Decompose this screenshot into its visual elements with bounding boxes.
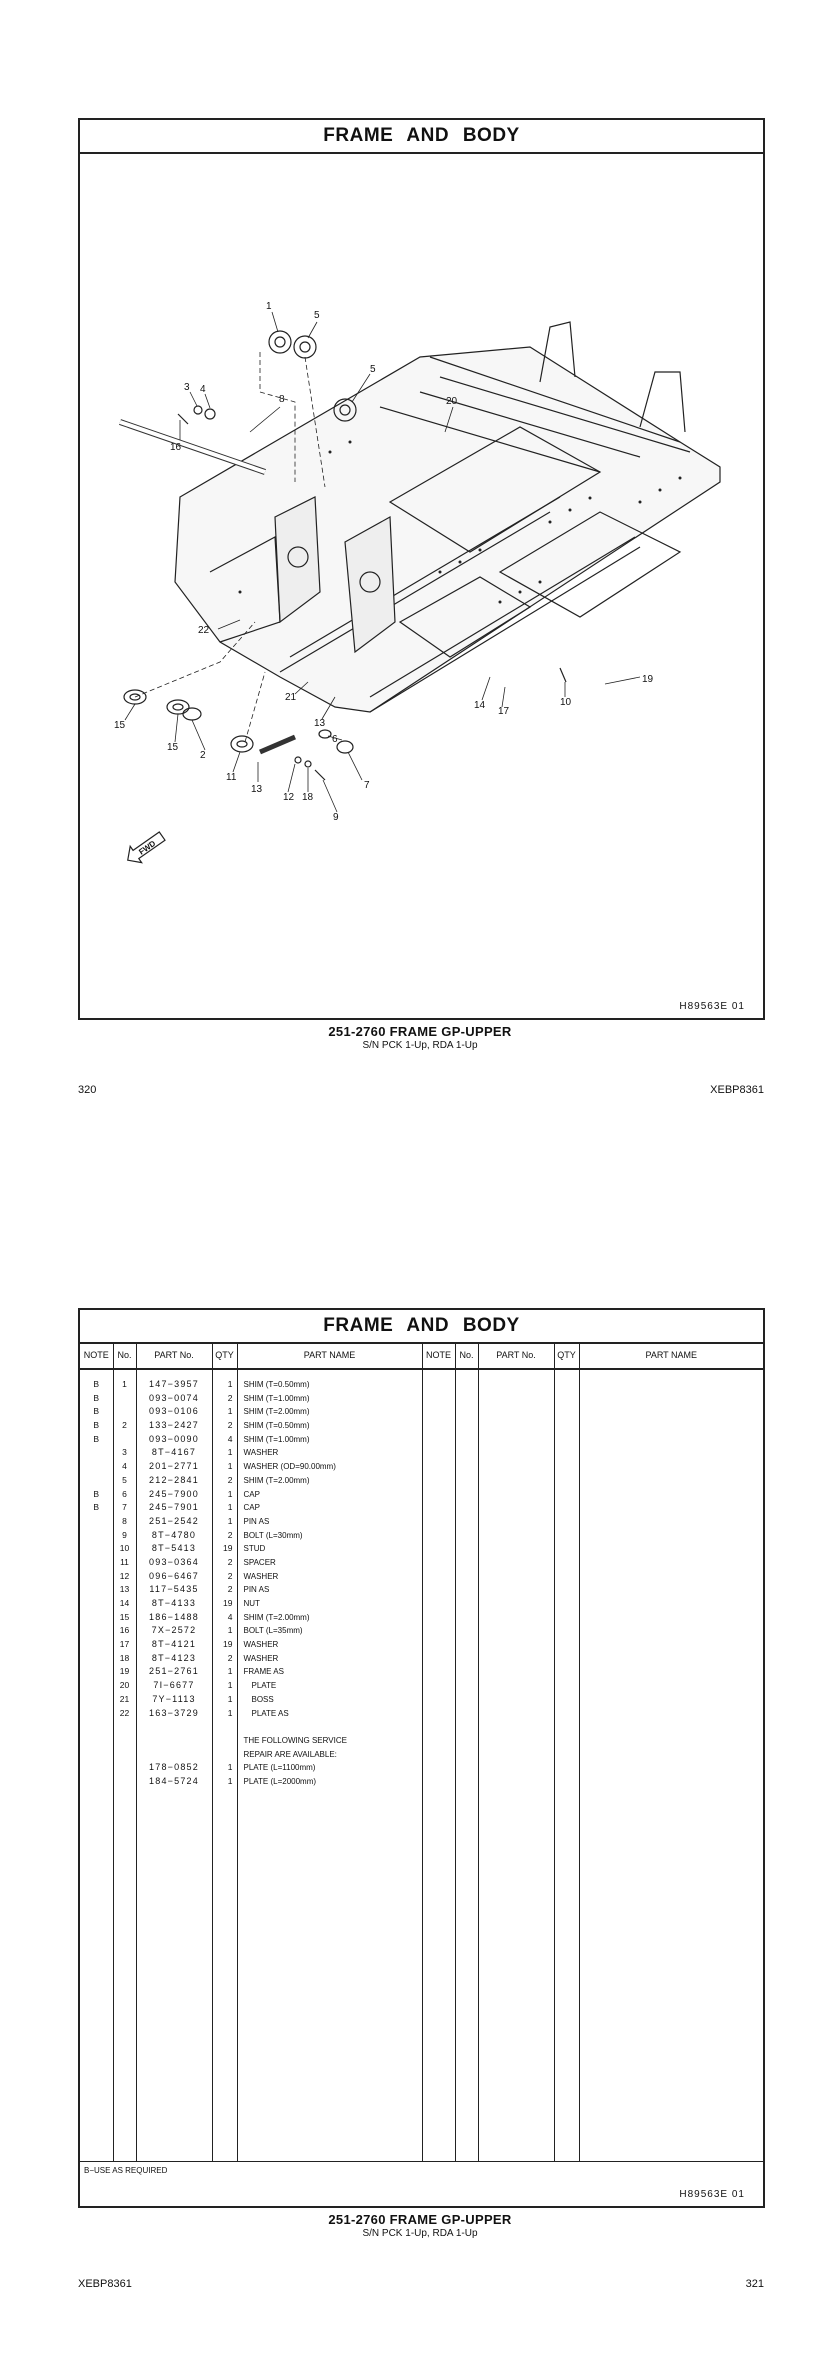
table-row-qty: 1 <box>227 1447 233 1458</box>
table-row-pn: 186−1488 <box>149 1611 199 1622</box>
callout-21: 21 <box>285 692 297 703</box>
table-row-name: SHIM (T=1.00mm) <box>243 1393 310 1403</box>
header-part-name: PART NAME <box>237 1342 422 1369</box>
table-row-qty: 2 <box>227 1556 233 1567</box>
table-row-note <box>80 1515 113 1529</box>
table-row-name: PLATE AS <box>251 1708 289 1718</box>
table-row-qty: 1 <box>227 1666 233 1677</box>
header-qty: QTY <box>212 1342 237 1369</box>
table-row-qty: 1 <box>227 1707 233 1718</box>
table-row-pn: 8T−4121 <box>151 1639 197 1650</box>
header-no: No. <box>113 1342 136 1369</box>
table-row-note <box>80 1597 113 1611</box>
table-row-name: STUD <box>243 1544 266 1554</box>
table-row-note: B <box>93 1392 100 1403</box>
table-row-no: 17 <box>119 1639 130 1650</box>
table-row-pn: 093−0090 <box>149 1433 199 1444</box>
table-row-pn: 8T−4780 <box>151 1529 197 1540</box>
column-no-2 <box>455 1369 478 2162</box>
callout-5a: 5 <box>314 310 320 321</box>
callout-8: 8 <box>279 394 285 405</box>
table-row-note <box>80 1707 113 1721</box>
callout-2: 2 <box>200 750 206 761</box>
table-row-note <box>80 1611 113 1625</box>
table-row-pn <box>137 1748 212 1762</box>
table-row-qty: 1 <box>227 1693 233 1704</box>
table-row-no <box>114 1720 136 1734</box>
table-row-pn: 7I−6677 <box>153 1680 195 1691</box>
callout-10: 10 <box>560 697 572 708</box>
table-row-no: 19 <box>119 1666 130 1677</box>
exploded-view-drawing <box>80 152 763 1018</box>
table-row-name: PLATE (L=1100mm) <box>243 1763 316 1773</box>
table-row-pn: 133−2427 <box>149 1420 199 1431</box>
callout-16: 16 <box>170 442 182 453</box>
section-title: FRAME AND BODY <box>80 120 763 154</box>
callout-6: 6 <box>332 734 338 745</box>
table-row-name: WASHER <box>243 1571 279 1581</box>
caption-serial: S/N PCK 1-Up, RDA 1-Up <box>362 2228 478 2239</box>
table-row-name: SHIM (T=2.00mm) <box>243 1475 310 1485</box>
table-row-pn: 7X−2572 <box>151 1625 197 1636</box>
table-row-name: SHIM (T=2.00mm) <box>243 1612 310 1622</box>
caption-title: 251-2760 FRAME GP-UPPER <box>328 1024 512 1039</box>
figure-code: H89563E 01 <box>679 1001 745 1012</box>
parts-table-wrap <box>80 1342 763 2162</box>
callout-15a: 15 <box>114 720 126 731</box>
table-row-no: 21 <box>119 1693 130 1704</box>
table-row-qty: 1 <box>227 1502 233 1513</box>
table-row-qty: 1 <box>227 1461 233 1472</box>
table-row-no: 9 <box>122 1529 127 1540</box>
table-row-name: WASHER (OD=90.00mm) <box>243 1462 336 1472</box>
table-row-qty: 2 <box>227 1652 233 1663</box>
figure-caption <box>0 1024 840 1051</box>
table-row-pn: 184−5724 <box>149 1775 199 1786</box>
table-row-no <box>114 1761 136 1775</box>
column-qty-2 <box>554 1369 579 2162</box>
table-row-no: 11 <box>120 1556 129 1567</box>
table-row-no: 15 <box>119 1611 130 1622</box>
table-row-note <box>80 1748 113 1762</box>
table-row-name: PIN AS <box>243 1516 270 1526</box>
table-row-qty: 4 <box>227 1433 233 1444</box>
table-row-pn: 245−7901 <box>149 1502 199 1513</box>
callout-17: 17 <box>498 706 510 717</box>
table-row-note <box>80 1761 113 1775</box>
table-row-name: PIN AS <box>243 1585 270 1595</box>
table-row-qty: 1 <box>227 1406 233 1417</box>
table-row-no <box>114 1734 136 1748</box>
table-row-note <box>80 1570 113 1584</box>
table-row-no: 3 <box>122 1447 127 1458</box>
column-no <box>113 1369 136 2162</box>
table-row-note <box>80 1529 113 1543</box>
table-row-pn: 251−2542 <box>149 1515 199 1526</box>
table-row-qty: 2 <box>227 1420 233 1431</box>
table-row-name: SHIM (T=0.50mm) <box>243 1421 310 1431</box>
table-row-note <box>80 1693 113 1707</box>
table-row-no <box>114 1433 136 1447</box>
header-part-name-2: PART NAME <box>579 1342 763 1369</box>
table-row-no: 1 <box>122 1379 127 1389</box>
table-row-no <box>114 1775 136 1789</box>
fwd-arrow-icon <box>122 828 168 868</box>
table-row-no: 8 <box>122 1515 127 1526</box>
table-row-name: PLATE (L=2000mm) <box>243 1776 317 1786</box>
table-row-pn: 093−0106 <box>149 1406 199 1417</box>
table-row-note: B <box>93 1379 100 1389</box>
table-row-name: WASHER <box>243 1640 279 1650</box>
table-row-pn: 8T−4167 <box>151 1447 197 1458</box>
frame-exploded-diagram <box>80 152 763 1018</box>
page-321 <box>0 1188 840 2377</box>
header-part-no: PART No. <box>136 1342 212 1369</box>
callout-3: 3 <box>184 382 190 393</box>
table-row-no: 18 <box>119 1652 130 1663</box>
header-no-2: No. <box>455 1342 478 1369</box>
table-row-note <box>80 1652 113 1666</box>
table-row-qty: 19 <box>223 1598 233 1608</box>
footnote: B−USE AS REQUIRED <box>84 2166 168 2175</box>
table-row-pn: 8T−5413 <box>151 1543 197 1554</box>
table-row-qty: 1 <box>227 1625 233 1636</box>
table-row-name: BOLT (L=35mm) <box>243 1626 303 1636</box>
table-row-name: FRAME AS <box>243 1667 284 1677</box>
table-row-note <box>80 1556 113 1570</box>
caption-title: 251-2760 FRAME GP-UPPER <box>328 2212 512 2227</box>
table-row-note: B <box>93 1420 100 1431</box>
table-row-name: CAP <box>243 1489 260 1499</box>
callout-20: 20 <box>446 396 458 407</box>
table-row-no <box>114 1748 136 1762</box>
parts-table <box>80 1342 763 2162</box>
callout-11: 11 <box>226 772 237 783</box>
table-row-qty: 1 <box>227 1379 233 1389</box>
table-row-note <box>80 1734 113 1748</box>
header-note-2: NOTE <box>422 1342 455 1369</box>
callout-18: 18 <box>302 792 314 803</box>
table-footer <box>80 2161 763 2206</box>
table-row-note: B <box>93 1406 100 1417</box>
table-row-name: SHIM (T=0.50mm) <box>243 1380 310 1389</box>
table-row-no: 16 <box>119 1625 130 1636</box>
table-row-note <box>80 1624 113 1638</box>
table-row-no: 2 <box>122 1420 127 1431</box>
callout-13a: 13 <box>314 718 326 729</box>
caption-serial: S/N PCK 1-Up, RDA 1-Up <box>362 1040 478 1051</box>
table-row-pn: 117−5435 <box>149 1584 199 1595</box>
table-row-pn: 7Y−1113 <box>152 1693 196 1704</box>
figure-caption <box>0 2212 840 2239</box>
table-row-no: 13 <box>119 1584 130 1595</box>
table-row-name: CAP <box>243 1503 260 1513</box>
column-part-no <box>136 1369 212 2162</box>
table-row-pn: 201−2771 <box>149 1461 199 1472</box>
table-row-qty: 2 <box>227 1570 233 1581</box>
table-row-pn: 178−0852 <box>149 1762 199 1773</box>
table-row-qty: 19 <box>223 1543 233 1554</box>
column-note-2 <box>422 1369 455 2162</box>
doc-code: XEBP8361 <box>710 1084 764 1096</box>
table-row-note: B <box>93 1488 100 1499</box>
page-number: 321 <box>745 2278 764 2290</box>
table-row-note <box>80 1638 113 1652</box>
table-row-pn: 147−3957 <box>149 1379 199 1389</box>
table-row-no: 6 <box>122 1488 127 1499</box>
table-row-qty <box>213 1748 237 1762</box>
table-row-note <box>80 1679 113 1693</box>
table-row-pn: 093−0364 <box>149 1556 199 1567</box>
table-row-qty: 1 <box>227 1775 233 1786</box>
table-row-qty: 1 <box>227 1762 233 1773</box>
table-row-name: SHIM (T=2.00mm) <box>243 1407 310 1417</box>
table-row-note <box>80 1446 113 1460</box>
table-row-no: 4 <box>122 1461 127 1472</box>
callout-12: 12 <box>283 792 295 803</box>
callout-4: 4 <box>200 384 206 395</box>
page-320 <box>0 0 840 1188</box>
table-row-no <box>114 1392 136 1406</box>
table-row-note: B <box>93 1502 100 1513</box>
table-row-name: SHIM (T=1.00mm) <box>243 1434 310 1444</box>
table-row-pn: 212−2841 <box>149 1474 199 1485</box>
column-qty <box>212 1369 237 2162</box>
doc-code: XEBP8361 <box>78 2278 132 2290</box>
callout-14: 14 <box>474 700 486 711</box>
svg-text:FWD: FWD <box>137 838 158 857</box>
table-row-note <box>80 1583 113 1597</box>
column-part-no-2 <box>478 1369 554 2162</box>
figure-code: H89563E 01 <box>679 2189 745 2200</box>
table-row-name: REPAIR ARE AVAILABLE: <box>243 1749 337 1759</box>
table-row-pn: 8T−4133 <box>151 1598 197 1608</box>
table-row-qty <box>213 1720 237 1734</box>
table-row-no <box>114 1405 136 1419</box>
table-row-name: SPACER <box>243 1557 276 1567</box>
callout-15b: 15 <box>167 742 179 753</box>
table-row-no: 7 <box>122 1502 127 1513</box>
table-row-name: PLATE <box>251 1681 277 1691</box>
table-header <box>80 1342 763 1369</box>
callout-7: 7 <box>364 780 370 791</box>
parts-list-frame <box>78 1308 765 2208</box>
callout-13b: 13 <box>251 784 263 795</box>
table-row-no: 22 <box>119 1707 130 1718</box>
table-row-no: 10 <box>119 1543 130 1554</box>
table-row-name <box>238 1720 422 1734</box>
section-title: FRAME AND BODY <box>80 1310 763 1344</box>
callout-22: 22 <box>198 625 210 636</box>
table-row-pn: 093−0074 <box>149 1392 199 1403</box>
table-row-qty: 19 <box>223 1639 233 1650</box>
table-row-note <box>80 1460 113 1474</box>
header-part-no-2: PART No. <box>478 1342 554 1369</box>
table-row-name: WASHER <box>243 1653 279 1663</box>
table-row-qty: 1 <box>227 1515 233 1526</box>
table-row-note <box>80 1665 113 1679</box>
table-row-qty: 1 <box>227 1680 233 1691</box>
page-number: 320 <box>78 1084 97 1096</box>
table-row-pn: 245−7900 <box>149 1488 199 1499</box>
table-row-pn: 163−3729 <box>149 1707 199 1718</box>
table-row-note: B <box>93 1433 100 1444</box>
table-row-no: 5 <box>122 1474 127 1485</box>
table-row-name: WASHER <box>243 1448 279 1458</box>
table-row-pn: 251−2761 <box>149 1666 199 1677</box>
table-row-name: BOLT (L=30mm) <box>243 1530 303 1540</box>
table-row-note <box>80 1542 113 1556</box>
callout-1: 1 <box>266 301 272 312</box>
table-row-qty <box>213 1734 237 1748</box>
table-row-note <box>80 1474 113 1488</box>
table-row-note <box>80 1775 113 1789</box>
table-row-pn: 096−6467 <box>149 1570 199 1581</box>
table-row-no: 14 <box>119 1598 130 1608</box>
column-part-name-2 <box>579 1369 763 2162</box>
table-row-note <box>80 1720 113 1734</box>
table-row-qty: 1 <box>227 1488 233 1499</box>
table-row-qty: 2 <box>227 1584 233 1595</box>
table-row-name: NUT <box>243 1599 260 1608</box>
table-row-no: 20 <box>119 1680 130 1691</box>
callout-19: 19 <box>642 674 654 685</box>
callout-9: 9 <box>333 812 339 823</box>
table-row-qty: 2 <box>227 1529 233 1540</box>
table-row-pn <box>137 1734 212 1748</box>
table-row-no: 12 <box>119 1570 130 1581</box>
header-qty-2: QTY <box>554 1342 579 1369</box>
header-note: NOTE <box>80 1342 113 1369</box>
table-row-qty: 2 <box>227 1474 233 1485</box>
table-row-name: THE FOLLOWING SERVICE <box>243 1735 347 1745</box>
column-note <box>80 1369 113 2162</box>
table-row-name: BOSS <box>251 1694 274 1704</box>
callout-5b: 5 <box>370 364 376 375</box>
table-row-pn <box>137 1720 212 1734</box>
column-part-name <box>237 1369 422 2162</box>
table-row-qty: 4 <box>227 1611 233 1622</box>
table-row-qty: 2 <box>227 1392 233 1403</box>
table-row-pn: 8T−4123 <box>151 1652 197 1663</box>
illustration-frame <box>78 118 765 1020</box>
